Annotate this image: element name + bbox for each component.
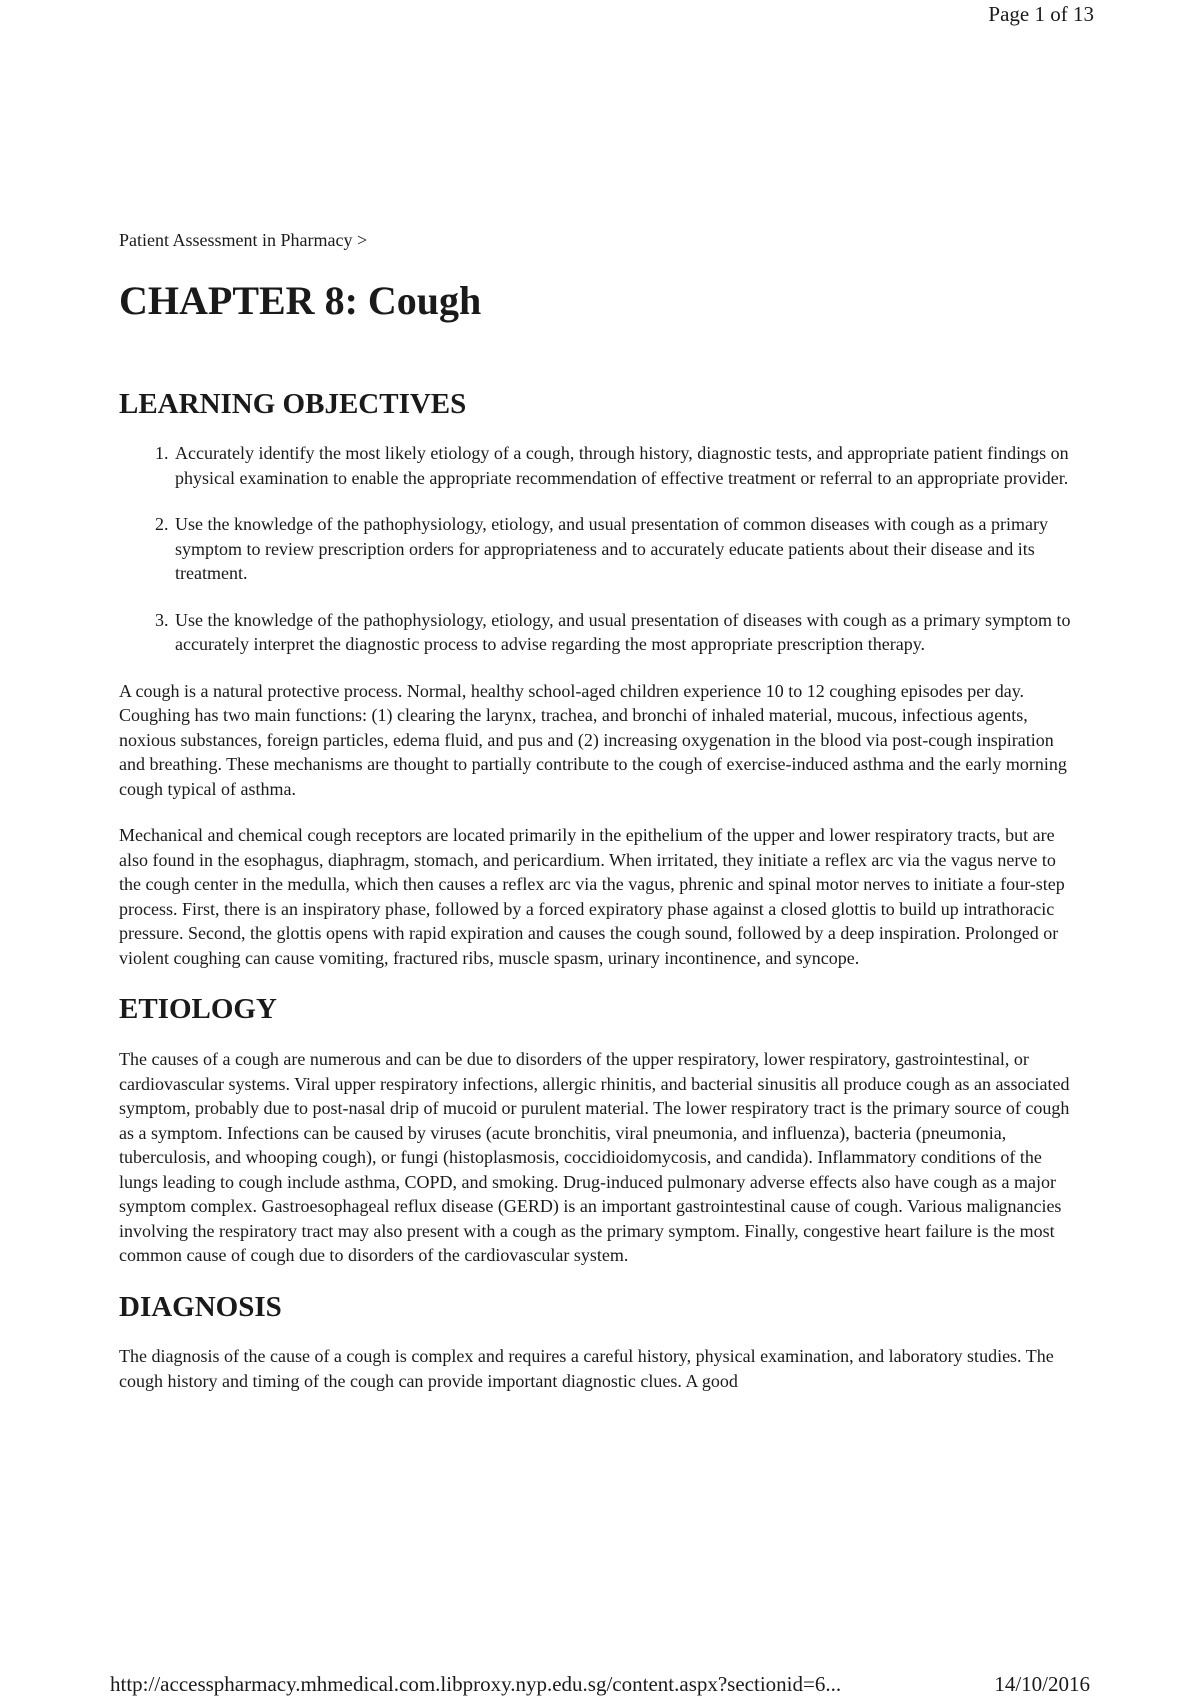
etiology-paragraph: The causes of a cough are numerous and can be due to disorders of the upper respiratory, lower respiratory, gastrointestinal, or cardiovascular systems. Viral upper respiratory infections, allergic rhinitis, and bacterial sinusitis all produce cough as an associated symptom, probably due to post-nasal drip of mucoid or purulent material. The lower respiratory tract is the primary source of cough as a symptom. Infections can be caused by viruses (acute bronchitis, viral pneumonia, and influenza), bacteria (pneumonia, tuberculosis, and whooping cough), or fungi (histoplasmosis, coccidioidomycosis, and candida). Inflammatory conditions of the lungs leading to cough include asthma, COPD, and smoking. Drug-induced pulmonary adverse effects also have cough as a major symptom complex. Gastroesophageal reflux disease (GERD) is an important gastrointestinal cause of cough. Various malignancies involving the respiratory tract may also present with a cough as the primary symptom. Finally, congestive heart failure is the most common cause of cough due to disorders of the cardiovascular system.: [119, 1049, 1070, 1266]
page-number: Page 1 of 13: [988, 2, 1094, 26]
intro-paragraph: Mechanical and chemical cough receptors are located primarily in the epithelium of the upper and lower respiratory tracts, but are also found in the esophagus, diaphragm, stomach, and pericardium. When irritated, they initiate a reflex arc via the vagus nerve to the cough center in the medulla, which then causes a reflex arc via the vagus, phrenic and spinal motor nerves to initiate a four-step process. First, there is an inspiratory phase, followed by a forced expiratory phase against a closed glottis to build up intrathoracic pressure. Second, the glottis opens with rapid expiration and causes the cough sound, followed by a deep inspiration. Prolonged or violent coughing can cause vomiting, fractured ribs, muscle spasm, urinary incontinence, and syncope.: [119, 825, 1065, 968]
list-item: 2. Use the knowledge of the pathophysiology, etiology, and usual presentation of common diseases with cough as a primary symptom to review prescription orders for appropriateness and to accurately educate patients about their disease and its treatment.: [173, 512, 1079, 586]
learning-objectives-list: [119, 441, 1079, 657]
diagnosis-paragraph: The diagnosis of the cause of a cough is complex and requires a careful history, physical examination, and laboratory studies. The cough history and timing of the cough can provide important diagnostic clues. A good: [119, 1346, 1054, 1391]
page-footer: [110, 1672, 1090, 1697]
learning-objectives-heading: LEARNING OBJECTIVES: [119, 387, 467, 420]
breadcrumb[interactable]: Patient Assessment in Pharmacy >: [119, 230, 368, 250]
list-item: 3. Use the knowledge of the pathophysiology, etiology, and usual presentation of diseases with cough as a primary symptom to accurately interpret the diagnostic process to advise regarding the most appropriate prescription therapy.: [173, 608, 1079, 657]
footer-url[interactable]: http://accesspharmacy.mhmedical.com.libproxy.nyp.edu.sg/content.aspx?sectionid=6...: [110, 1672, 842, 1696]
footer-date: 14/10/2016: [994, 1672, 1090, 1696]
document-body: [119, 228, 1079, 1393]
diagnosis-heading: DIAGNOSIS: [119, 1290, 282, 1323]
etiology-heading: ETIOLOGY: [119, 993, 277, 1026]
list-item: 1. Accurately identify the most likely etiology of a cough, through history, diagnostic tests, and appropriate patient findings on physical examination to enable the appropriate recommendation of effective treatment or referral to an appropriate provider.: [173, 441, 1079, 490]
intro-paragraph: A cough is a natural protective process. Normal, healthy school-aged children experience 10 to 12 coughing episodes per day. Coughing has two main functions: (1) clearing the larynx, trachea, and bronchi of inhaled material, mucous, infectious agents, noxious substances, foreign particles, edema fluid, and pus and (2) increasing oxygenation in the blood via post-cough inspiration and breathing. These mechanisms are thought to partially contribute to the cough of exercise-induced asthma and the early morning cough typical of asthma.: [119, 680, 1067, 799]
chapter-title: CHAPTER 8: Cough: [119, 277, 482, 323]
